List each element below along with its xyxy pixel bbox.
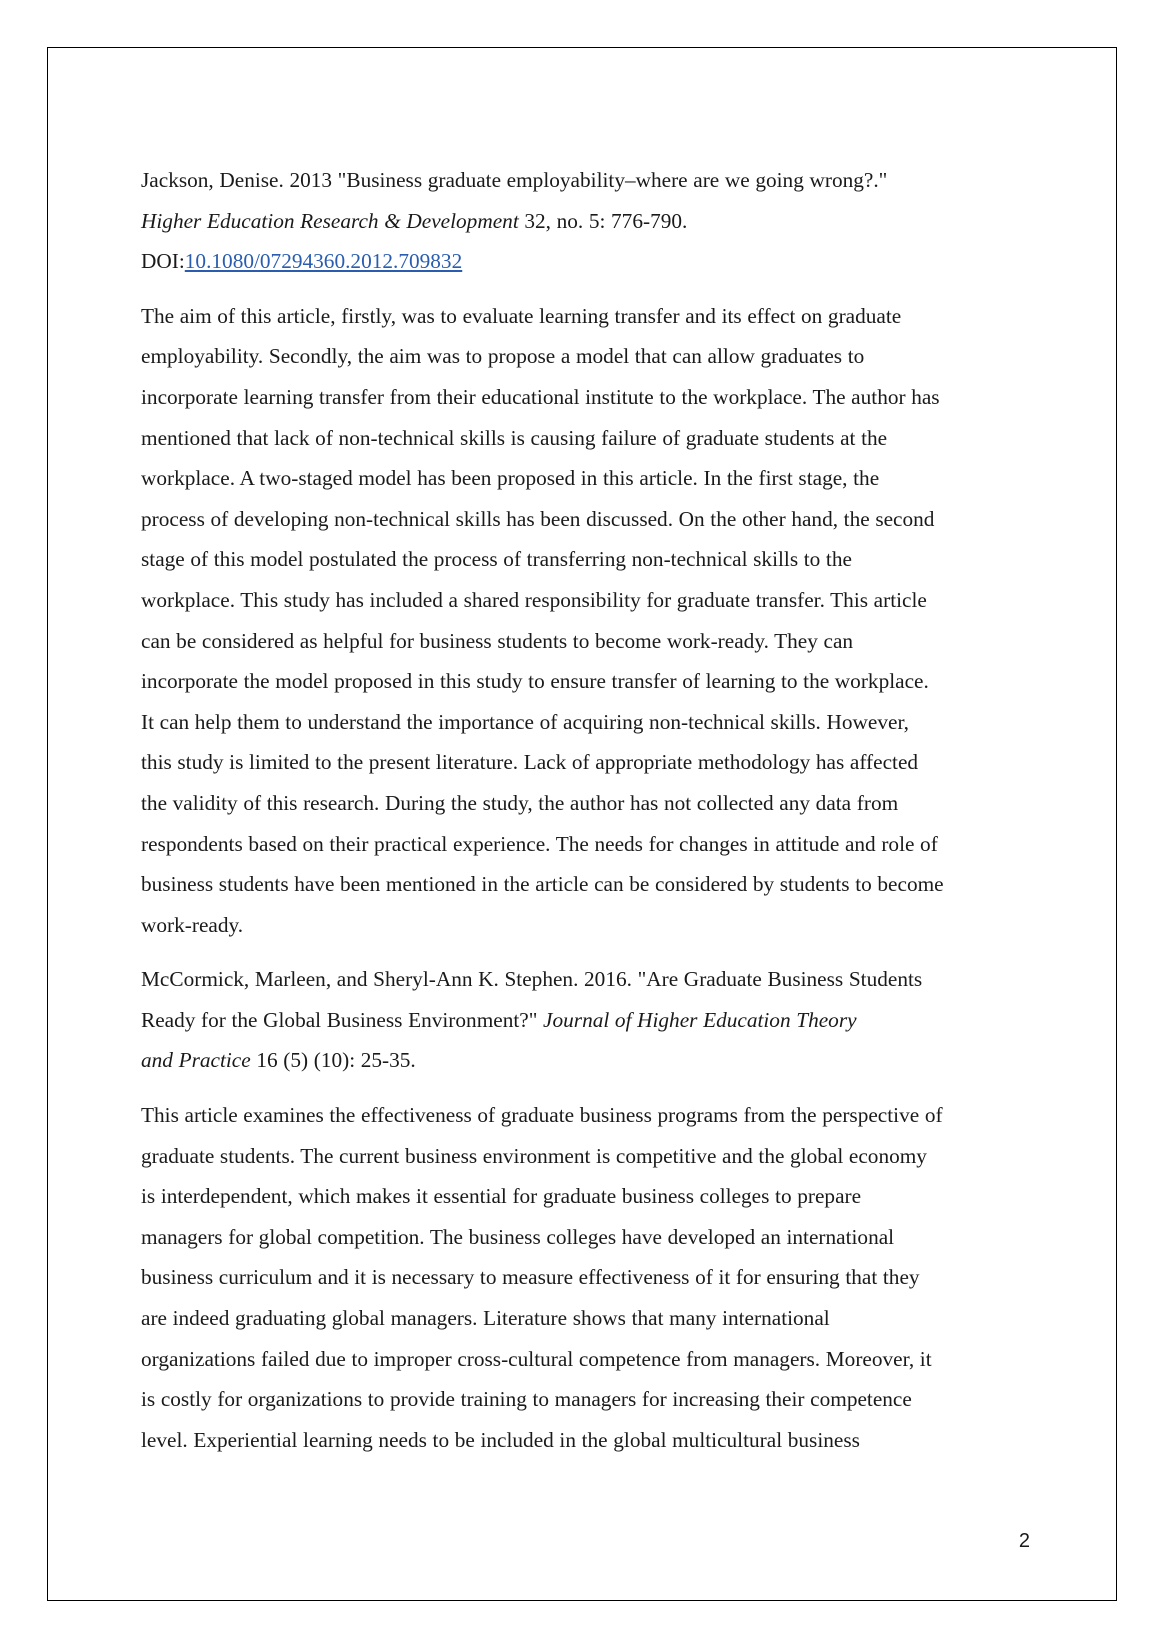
paragraph-line: respondents based on their practical experience. The needs for changes in attitude and role of — [141, 831, 938, 856]
paragraph-line: workplace. This study has included a shared responsibility for graduate transfer. This article — [141, 587, 927, 612]
reference-line — [141, 1000, 1031, 1041]
paragraph-line: work-ready. — [141, 912, 244, 937]
reference-line — [141, 201, 1031, 242]
paragraph-line: level. Experiential learning needs to be included in the global multicultural business — [141, 1427, 860, 1452]
paragraph-line: It can help them to understand the importance of acquiring non-technical skills. However, — [141, 709, 910, 734]
paragraph-line: workplace. A two-staged model has been proposed in this article. In the first stage, the — [141, 466, 880, 491]
journal-title: Journal of Higher Education Theory — [543, 1007, 857, 1032]
paragraph-line: are indeed graduating global managers. Literature shows that many international — [141, 1306, 830, 1331]
paragraph-line: business students have been mentioned in the article can be considered by students to become — [141, 872, 944, 897]
reference-text: Ready for the Global Business Environment?" — [141, 1007, 544, 1032]
paragraph-line: organizations failed due to improper cross-cultural competence from managers. Moreover, it — [141, 1346, 932, 1371]
reference-line — [141, 1040, 1031, 1081]
paragraph-line: process of developing non-technical skills has been discussed. On the other hand, the second — [141, 506, 935, 531]
paragraph-line: employability. Secondly, the aim was to propose a model that can allow graduates to — [141, 344, 865, 369]
reference-text: McCormick, Marleen, and Sheryl-Ann K. Stephen. 2016. "Are Graduate Business Students — [141, 967, 923, 992]
paragraph-line: This article examines the effectiveness of graduate business programs from the perspective of — [141, 1103, 943, 1128]
paragraph-line: graduate students. The current business environment is competitive and the global economy — [141, 1143, 927, 1168]
doi-link[interactable]: 10.1080/07294360.2012.709832 — [184, 249, 463, 274]
reference-line — [141, 959, 1031, 1000]
journal-title: Higher Education Research & Development — [141, 208, 519, 233]
reference-text: Jackson, Denise. 2013 "Business graduate employability–where are we going wrong?." — [141, 168, 888, 192]
paragraph-line: incorporate the model proposed in this study to ensure transfer of learning to the workplace. — [141, 669, 929, 694]
annotation-paragraph-mccormick — [141, 1095, 1031, 1460]
paragraph-line: The aim of this article, firstly, was to evaluate learning transfer and its effect on graduate — [141, 303, 902, 328]
paragraph-line: this study is limited to the present literature. Lack of appropriate methodology has affected — [141, 750, 919, 775]
paragraph-line: business curriculum and it is necessary to measure effectiveness of it for ensuring that they — [141, 1265, 920, 1290]
reference-text: 32, no. 5: 776-790. — [518, 208, 688, 233]
page-number: 2 — [1018, 1530, 1030, 1552]
reference-line — [141, 241, 1031, 282]
paragraph-line: can be considered as helpful for business students to become work-ready. They can — [141, 628, 854, 653]
paragraph-line: stage of this model postulated the process of transferring non-technical skills to the — [141, 547, 852, 572]
paragraph-line: incorporate learning transfer from their educational institute to the workplace. The author has — [141, 384, 940, 409]
reference-mccormick — [141, 959, 1031, 1081]
reference-jackson — [141, 160, 1031, 282]
paragraph-line: is costly for organizations to provide training to managers for increasing their competence — [141, 1387, 912, 1412]
paragraph-line: mentioned that lack of non-technical skills is causing failure of graduate students at the — [141, 425, 888, 450]
paragraph-line: is interdependent, which makes it essential for graduate business colleges to prepare — [141, 1184, 862, 1209]
document-body — [141, 160, 1031, 1474]
doi-label: DOI: — [141, 249, 185, 274]
journal-title: and Practice — [141, 1048, 251, 1073]
paragraph-line: the validity of this research. During the study, the author has not collected any data from — [141, 790, 899, 815]
paragraph-line: managers for global competition. The business colleges have developed an international — [141, 1224, 895, 1249]
annotation-paragraph-jackson — [141, 296, 1031, 946]
reference-line — [141, 160, 1031, 201]
reference-text: 16 (5) (10): 25-35. — [250, 1048, 416, 1073]
